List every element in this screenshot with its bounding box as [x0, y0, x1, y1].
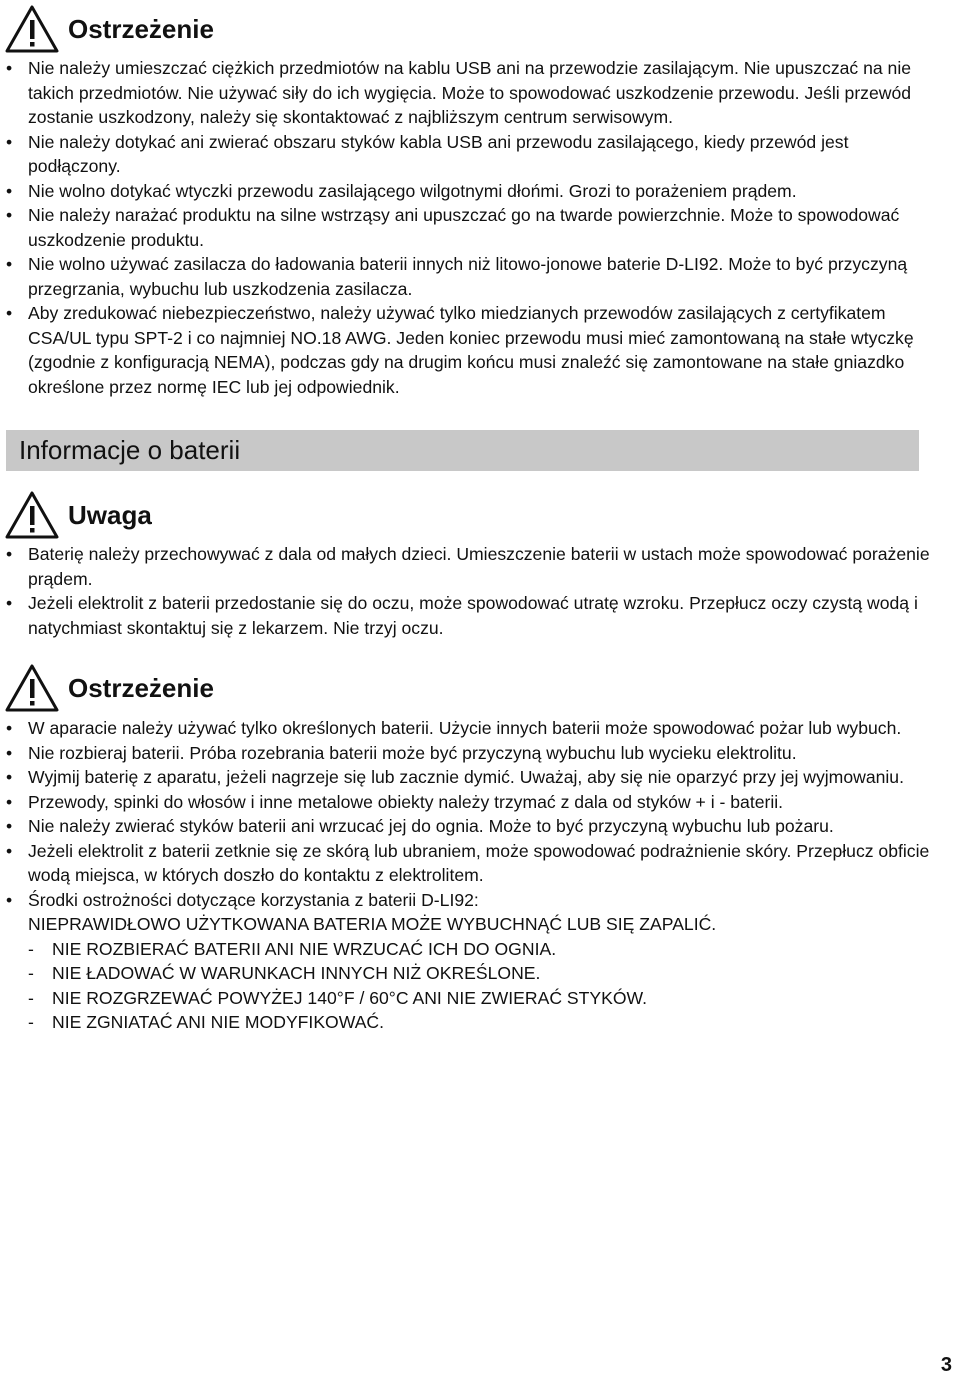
bullet: • — [6, 544, 13, 564]
battery-precautions-intro: Środki ostrożności dotyczące korzystania z baterii D-LI92: — [28, 889, 479, 910]
section-title: Informacje o baterii — [19, 435, 241, 465]
section-band-battery-info — [6, 430, 919, 471]
bullet: • — [6, 767, 13, 787]
list-item: • W aparacie należy używać tylko określonych baterii. Użycie innych baterii może spowodować pożar lub wybuch. — [0, 716, 930, 741]
list-item: • Jeżeli elektrolit z baterii zetknie się ze skórą lub ubraniem, może spowodować podrażnienie skóry. Przepłucz obficie wodą miejsca, w których doszło do kontaktu z elektrolitem. — [6, 840, 930, 885]
list-item: • Nie wolno używać zasilacza do ładowania baterii innych niż litowo-jonowe baterie D-LI92. Może to być przyczyną przegrzania, wybuchu lub uszkodzenia zasilacza. — [6, 254, 908, 299]
warning-triangle-icon — [4, 490, 60, 540]
warning-heading-2 — [4, 663, 214, 713]
page-number: 3 — [940, 1354, 952, 1376]
bullet: • — [6, 205, 13, 225]
list-item: • Nie należy narażać produktu na silne wstrząsy ani upuszczać go na twarde powierzchnie. Może to spowodować uszkodzenie produktu. — [6, 205, 900, 250]
bullet: • — [6, 180, 13, 201]
precaution-point: - NIE ZGNIATAĆ ANI NIE MODYFIKOWAĆ. — [28, 1012, 385, 1032]
list-item: • Nie rozbieraj baterii. Próba rozebrania baterii może być przyczyną wybuchu lub wycieku elektrolitu. — [0, 741, 930, 766]
list-item: • Wyjmij baterię z aparatu, jeżeli nagrzeje się lub zacznie dymić. Uważaj, aby się nie oparzyć przy jej wyjmowaniu. — [0, 765, 930, 790]
list-item: • Przewody, spinki do włosów i inne metalowe obiekty należy trzymać z dala od styków + i - baterii. — [0, 790, 930, 815]
warning-list-1 — [0, 56, 930, 399]
list-item: • Nie należy zwierać styków baterii ani wrzucać jej do ognia. Może to być przyczyną wybuchu lub pożaru. — [0, 814, 930, 839]
bullet: • — [6, 303, 13, 323]
warning-heading-1 — [4, 4, 214, 54]
list-item: • Nie należy dotykać ani zwierać obszaru styków kabla USB ani przewodu zasilającego, kiedy przewód jest podłączony. — [6, 131, 849, 176]
bullet: • — [6, 718, 13, 738]
caution-title: Uwaga — [68, 500, 152, 530]
warning-list-2 — [0, 716, 930, 1035]
list-item: • Nie należy umieszczać ciężkich przedmiotów na kablu USB ani na przewodzie zasilającym. Nie upuszczać na nie takich przedmiotów. Nie używać siły do ich wygięcia. Może to spowodować uszkodzenie przewodu. Jeśli przewód zostanie uszkodzony, należy się skontaktować z najbliższym centrum serwisowym. — [6, 58, 912, 127]
warning-title-1: Ostrzeżenie — [68, 14, 214, 44]
battery-precautions-headline: NIEPRAWIDŁOWO UŻYTKOWANA BATERIA MOŻE WYBUCHNĄĆ LUB SIĘ ZAPALIĆ. — [28, 914, 717, 934]
bullet: • — [6, 816, 13, 836]
precaution-point: - NIE ROZBIERAĆ BATERII ANI NIE WRZUCAĆ ICH DO OGNIA. — [28, 938, 557, 959]
caution-list — [0, 542, 930, 640]
bullet: • — [6, 889, 13, 910]
bullet: • — [6, 58, 13, 78]
bullet: • — [6, 742, 13, 763]
list-item: • Jeżeli elektrolit z baterii przedostanie się do oczu, może spowodować utratę wzroku. Przepłucz oczy czystą wodą i natychmiast skontaktuj się z lekarzem. Nie trzyj oczu. — [6, 593, 918, 638]
caution-heading — [4, 490, 152, 540]
warning-title-2: Ostrzeżenie — [68, 673, 214, 703]
bullet: • — [6, 791, 13, 812]
precaution-point: - NIE ŁADOWAĆ W WARUNKACH INNYCH NIŻ OKREŚLONE. — [28, 963, 541, 983]
precaution-point: - NIE ROZGRZEWAĆ POWYŻEJ 140°F / 60°C ANI NIE ZWIERAĆ STYKÓW. — [28, 987, 648, 1008]
list-item: • Baterię należy przechowywać z dala od małych dzieci. Umieszczenie baterii w ustach może spowodować porażenie prądem. — [6, 544, 930, 589]
bullet: • — [6, 840, 13, 861]
bullet: • — [6, 593, 13, 613]
list-item: • Aby zredukować niebezpieczeństwo, należy używać tylko miedzianych przewodów zasilających z certyfikatem CSA/UL typu SPT-2 i co najmniej NO.18 AWG. Jeden koniec przewodu musi mieć zamontowaną na stałe wtyczkę (zgodnie z konfiguracją NEMA), podczas gdy na drugim końcu musi znaleźć się zamontowane na stałe gniazdko określone przez normę IEC lub jej odpowiednik. — [6, 303, 914, 397]
warning-triangle-icon — [4, 663, 60, 713]
bullet: • — [6, 131, 13, 152]
list-item — [0, 888, 930, 1035]
warning-triangle-icon — [4, 4, 60, 54]
bullet: • — [6, 254, 13, 274]
list-item: • Nie wolno dotykać wtyczki przewodu zasilającego wilgotnymi dłońmi. Grozi to porażeniem prądem. — [0, 179, 930, 204]
